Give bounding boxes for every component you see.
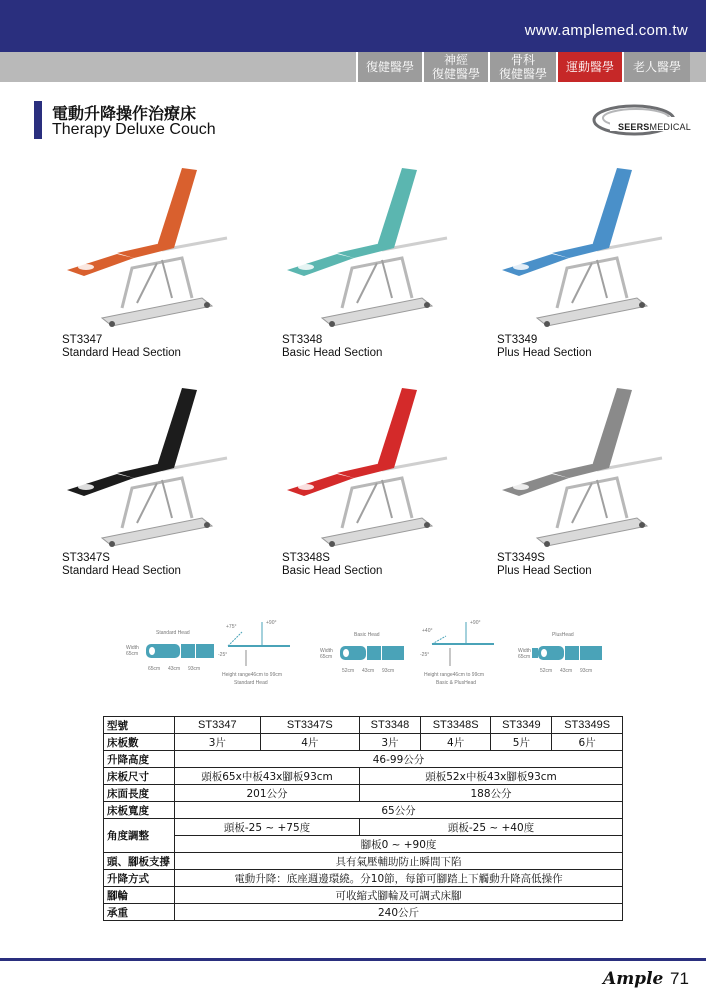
row-label: 床面長度 bbox=[104, 785, 175, 802]
table-row bbox=[104, 819, 623, 836]
model-cell: ST3347 bbox=[175, 717, 261, 734]
couch-head-board bbox=[67, 474, 134, 496]
row-label: 承重 bbox=[104, 904, 175, 921]
diagram-angle-label: +90° bbox=[470, 620, 481, 626]
product-code: ST3347 bbox=[62, 334, 103, 346]
diagram-face-hole bbox=[541, 649, 547, 657]
diagram-length: 52cm bbox=[540, 668, 553, 674]
page-number: 71 bbox=[670, 969, 689, 988]
basic-head-top-view-diagram bbox=[320, 626, 406, 676]
couch-base bbox=[322, 518, 432, 546]
couch-lift-frame bbox=[557, 258, 627, 308]
couch-wheel bbox=[329, 541, 335, 547]
diagram-mid-board bbox=[565, 646, 579, 660]
logo-text-regular: MEDICAL bbox=[649, 122, 691, 132]
diagram-angle-label: -25° bbox=[420, 652, 430, 658]
row-label: 升降方式 bbox=[104, 870, 175, 887]
product-name: Standard Head Section bbox=[62, 347, 181, 359]
table-row bbox=[104, 887, 623, 904]
page-title-en: Therapy Deluxe Couch bbox=[52, 121, 216, 138]
diagram-width-label: Width bbox=[518, 648, 531, 654]
diagram-length: 52cm bbox=[342, 668, 355, 674]
table-row bbox=[104, 785, 623, 802]
page-title-zh: 電動升降操作治療床 bbox=[52, 104, 197, 123]
diagram-leg-board bbox=[580, 646, 602, 660]
table-cell: 頭板65x中板43x腳板93cm bbox=[175, 768, 360, 785]
model-cell: ST3349 bbox=[491, 717, 552, 734]
diagram-arm-rest bbox=[532, 648, 538, 658]
logo-wordmark bbox=[618, 122, 691, 132]
table-row bbox=[104, 853, 623, 870]
tab-label-line2: 復健醫學 bbox=[431, 67, 480, 81]
couch-head-board bbox=[502, 254, 569, 276]
couch-wheel bbox=[639, 522, 645, 528]
tab-sports-medicine[interactable] bbox=[556, 52, 622, 82]
diagram-length: 93cm bbox=[580, 668, 593, 674]
diagram-label: Standard Head bbox=[156, 630, 190, 636]
therapy-couch-st3347-image bbox=[62, 158, 232, 328]
table-cell: 65公分 bbox=[175, 802, 623, 819]
row-label: 床板寬度 bbox=[104, 802, 175, 819]
product-name: Plus Head Section bbox=[497, 565, 592, 577]
diagram-leg-board bbox=[382, 646, 404, 660]
table-row bbox=[104, 717, 623, 734]
couch-middle-board bbox=[337, 244, 394, 258]
tab-label: 運動醫學 bbox=[565, 60, 614, 74]
couch-wheel bbox=[204, 522, 210, 528]
couch-leg-board bbox=[157, 168, 197, 248]
diagram-length: 65cm bbox=[148, 666, 161, 672]
couch-head-board bbox=[502, 474, 569, 496]
table-cell: 腳板0 ~ +90度 bbox=[175, 836, 623, 853]
couch-base bbox=[537, 298, 647, 326]
couch-middle-board bbox=[552, 464, 609, 478]
basic-head-side-view-diagram bbox=[418, 614, 502, 690]
couch-base bbox=[322, 298, 432, 326]
table-row bbox=[104, 802, 623, 819]
tab-label: 復健醫學 bbox=[365, 60, 414, 74]
diagram-leg-board bbox=[196, 644, 214, 658]
tab-ortho-rehab[interactable] bbox=[488, 52, 556, 82]
footer-brand: Ample bbox=[603, 969, 664, 989]
row-label: 升降高度 bbox=[104, 751, 175, 768]
row-label: 角度調整 bbox=[104, 819, 175, 853]
standard-head-top-view-diagram bbox=[126, 626, 216, 676]
table-row bbox=[104, 836, 623, 853]
standard-head-side-view-diagram bbox=[216, 614, 298, 690]
table-cell: 201公分 bbox=[175, 785, 360, 802]
table-row bbox=[104, 751, 623, 768]
table-cell: 5片 bbox=[491, 734, 552, 751]
couch-leg-board bbox=[592, 168, 632, 248]
couch-head-board bbox=[67, 254, 134, 276]
table-cell: 電動升降：底座週邊環繞。分10節，每節可腳踏上下觸動升降高低操作 bbox=[175, 870, 623, 887]
title-accent-bar bbox=[34, 101, 42, 139]
couch-wheel bbox=[639, 302, 645, 308]
therapy-couch-st3348-image bbox=[282, 158, 452, 328]
product-name: Plus Head Section bbox=[497, 347, 592, 359]
diagram-face-hole bbox=[149, 647, 155, 655]
site-url[interactable]: www.amplemed.com.tw bbox=[524, 22, 688, 39]
therapy-couch-st3348s-image bbox=[282, 378, 452, 548]
footer-rule bbox=[0, 958, 706, 961]
row-label: 頭、腳板支撐 bbox=[104, 853, 175, 870]
couch-base bbox=[537, 518, 647, 546]
tab-label-line2: 復健醫學 bbox=[498, 67, 547, 81]
table-cell: 4片 bbox=[260, 734, 359, 751]
diagram-length: 93cm bbox=[188, 666, 201, 672]
product-name: Standard Head Section bbox=[62, 565, 181, 577]
product-name: Basic Head Section bbox=[282, 347, 383, 359]
couch-face-hole bbox=[513, 264, 529, 270]
diagram-angle-label: +75° bbox=[226, 624, 237, 630]
model-cell: ST3347S bbox=[260, 717, 359, 734]
diagram-label: Basic Head bbox=[354, 632, 380, 638]
couch-head-board bbox=[287, 474, 354, 496]
table-row bbox=[104, 734, 623, 751]
couch-face-hole bbox=[78, 484, 94, 490]
therapy-couch-st3349s-image bbox=[497, 378, 667, 548]
diagram-width-value: 65cm bbox=[518, 654, 531, 660]
couch-leg-board bbox=[377, 168, 417, 248]
diagram-length: 93cm bbox=[382, 668, 395, 674]
couch-base bbox=[102, 518, 212, 546]
diagram-height-sub: Basic & PlusHead bbox=[436, 680, 477, 686]
diagram-width-label: Width bbox=[320, 648, 333, 654]
couch-leg-board bbox=[157, 388, 197, 468]
product-code: ST3348S bbox=[282, 552, 330, 564]
diagram-label: PlusHead bbox=[552, 632, 574, 638]
table-cell: 可收縮式腳輪及可調式床腳 bbox=[175, 887, 623, 904]
product-code: ST3349 bbox=[497, 334, 538, 346]
product-code: ST3349S bbox=[497, 552, 545, 564]
couch-leg-board bbox=[377, 388, 417, 468]
row-label: 腳輪 bbox=[104, 887, 175, 904]
diagram-length: 43cm bbox=[362, 668, 375, 674]
diagram-angle-label: +90° bbox=[266, 620, 277, 626]
tab-geriatric-medicine[interactable] bbox=[622, 52, 690, 82]
tab-rehab-medicine[interactable] bbox=[356, 52, 422, 82]
tab-label: 老人醫學 bbox=[632, 60, 681, 74]
couch-middle-board bbox=[117, 244, 174, 258]
couch-lift-frame bbox=[557, 478, 627, 528]
table-cell: 具有氣壓輔助防止瞬間下陷 bbox=[175, 853, 623, 870]
diagram-angle-label: +40° bbox=[422, 628, 433, 634]
couch-face-hole bbox=[513, 484, 529, 490]
therapy-couch-st3349-image bbox=[497, 158, 667, 328]
couch-lift-frame bbox=[342, 478, 412, 528]
table-cell: 3片 bbox=[175, 734, 261, 751]
couch-face-hole bbox=[298, 264, 314, 270]
couch-lift-frame bbox=[342, 258, 412, 308]
couch-middle-board bbox=[117, 464, 174, 478]
product-name: Basic Head Section bbox=[282, 565, 383, 577]
table-row bbox=[104, 904, 623, 921]
model-cell: ST3348S bbox=[420, 717, 491, 734]
couch-wheel bbox=[204, 302, 210, 308]
table-cell: 頭板52x中板43x腳板93cm bbox=[360, 768, 623, 785]
table-cell: 6片 bbox=[552, 734, 623, 751]
product-code: ST3347S bbox=[62, 552, 110, 564]
couch-lift-frame bbox=[122, 258, 192, 308]
diagram-width-label: Width bbox=[126, 645, 139, 651]
tab-label-line1: 神經 bbox=[443, 53, 468, 67]
tab-neuro-rehab[interactable] bbox=[422, 52, 488, 82]
couch-wheel bbox=[109, 541, 115, 547]
table-cell: 188公分 bbox=[360, 785, 623, 802]
table-cell: 頭板-25 ~ +40度 bbox=[360, 819, 623, 836]
couch-face-hole bbox=[78, 264, 94, 270]
row-label: 床板數 bbox=[104, 734, 175, 751]
couch-leg-board bbox=[592, 388, 632, 468]
diagram-length: 43cm bbox=[560, 668, 573, 674]
table-cell: 46-99公分 bbox=[175, 751, 623, 768]
couch-wheel bbox=[544, 541, 550, 547]
couch-face-hole bbox=[298, 484, 314, 490]
table-cell: 240公斤 bbox=[175, 904, 623, 921]
table-row bbox=[104, 768, 623, 785]
couch-wheel bbox=[109, 321, 115, 327]
logo-text-bold: SEERS bbox=[618, 122, 650, 132]
table-cell: 3片 bbox=[360, 734, 421, 751]
couch-base bbox=[102, 298, 212, 326]
diagram-height-range: Height range46cm to 99cm bbox=[424, 672, 485, 678]
couch-lift-frame bbox=[122, 478, 192, 528]
couch-middle-board bbox=[337, 464, 394, 478]
diagram-face-hole bbox=[343, 649, 349, 657]
diagram-angle-label: -25° bbox=[218, 652, 228, 658]
table-cell: 頭板-25 ~ +75度 bbox=[175, 819, 360, 836]
tab-label-line1: 骨科 bbox=[510, 53, 535, 67]
couch-wheel bbox=[544, 321, 550, 327]
couch-wheel bbox=[424, 302, 430, 308]
model-cell: ST3348 bbox=[360, 717, 421, 734]
table-header-label: 型號 bbox=[104, 717, 175, 734]
diagram-length: 43cm bbox=[168, 666, 181, 672]
couch-head-board bbox=[287, 254, 354, 276]
model-cell: ST3349S bbox=[552, 717, 623, 734]
couch-wheel bbox=[329, 321, 335, 327]
plus-head-top-view-diagram bbox=[518, 626, 604, 676]
product-code: ST3348 bbox=[282, 334, 323, 346]
diagram-height-range: Height range46cm to 99cm bbox=[222, 672, 283, 678]
diagram-mid-board bbox=[367, 646, 381, 660]
therapy-couch-st3347s-image bbox=[62, 378, 232, 548]
diagram-height-sub: Standard Head bbox=[234, 680, 268, 686]
diagram-width-value: 65cm bbox=[126, 651, 139, 657]
row-label: 床板尺寸 bbox=[104, 768, 175, 785]
specification-table bbox=[103, 716, 623, 921]
diagram-mid-board bbox=[181, 644, 195, 658]
table-cell: 4片 bbox=[420, 734, 491, 751]
diagram-width-value: 65cm bbox=[320, 654, 333, 660]
couch-wheel bbox=[424, 522, 430, 528]
couch-middle-board bbox=[552, 244, 609, 258]
table-row bbox=[104, 870, 623, 887]
